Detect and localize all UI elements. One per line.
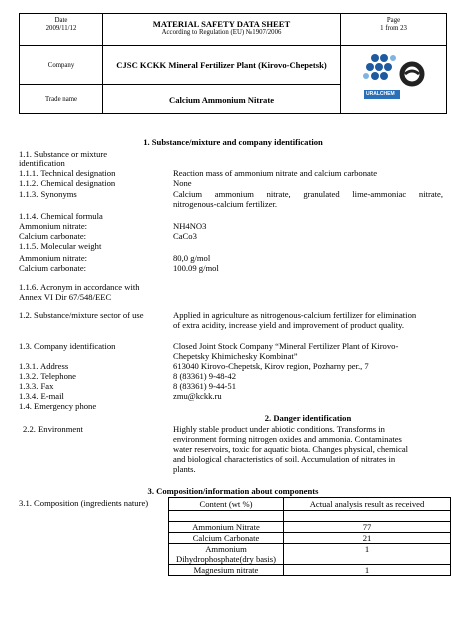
s134-value[interactable]: zmu@kckk.ru	[173, 391, 222, 401]
cc-label2: Calcium carbonate:	[19, 263, 87, 273]
row-value: 1	[284, 544, 451, 565]
s116-label-b: Annex VI Dir 67/548/EEC	[19, 292, 112, 302]
company-label-cell	[19, 45, 103, 85]
s113-value-b: nitrogenous-calcium fertilizer.	[173, 199, 278, 209]
s112-label: 1.1.2. Chemical designation	[19, 178, 116, 188]
company-label: Company	[47, 62, 75, 69]
s12-value-b: of extra acidity, increase yield and improvement of product quality.	[173, 320, 405, 330]
s115-label: 1.1.5. Molecular weight	[19, 241, 102, 251]
doc-title: MATERIAL SAFETY DATA SHEET	[152, 19, 291, 29]
row-name: Calcium Carbonate	[169, 533, 284, 544]
row-name-line-a: Ammonium	[205, 544, 247, 554]
s133-value: 8 (83361) 9-44-51	[173, 381, 237, 391]
page-value: 1 from 23	[380, 25, 407, 32]
s22-line-4: and biological characteristics of soil. Accumulation of nitrates in	[173, 454, 396, 464]
s13-value-a: Closed Joint Stock Company “Mineral Fertilizer Plant of Kirovo-	[173, 341, 399, 351]
date-value: 2009/11/12	[45, 25, 77, 32]
s22-label: 2.2. Environment	[23, 424, 83, 434]
row-name: Magnesium nitrate	[169, 565, 284, 576]
s12-value-a: Applied in agriculture as nitrogenous-calcium fertilizer for elimination	[173, 310, 417, 320]
s13-label: 1.3. Company identification	[19, 341, 116, 351]
s113-label: 1.1.3. Synonyms	[19, 189, 77, 199]
cc-formula: CaCo3	[173, 231, 197, 241]
an-formula: NH4NO3	[173, 221, 207, 231]
table-row	[169, 522, 451, 533]
logo-text: URALCHEM	[366, 91, 395, 97]
doc-subtitle: According to Regulation (EU) №1907/2006	[161, 29, 282, 36]
an-weight: 80,0 g/mol	[173, 253, 211, 263]
an-label: Ammonium nitrate:	[19, 221, 88, 231]
row-value: 21	[284, 533, 451, 544]
table-row	[169, 544, 451, 565]
s131-value: 613040 Kirovo-Chepetsk, Kirov region, Pozharny per., 7	[173, 361, 369, 371]
s116-label-a: 1.1.6. Acronym in accordance with	[19, 282, 140, 292]
s131-label: 1.3.1. Address	[19, 361, 69, 371]
uralchem-logo	[362, 50, 442, 108]
company-value: CJSC KCKK Mineral Fertilizer Plant (Kirovo-Chepetsk)	[116, 60, 327, 70]
row-name: Ammonium Nitrate	[169, 522, 284, 533]
s114-label: 1.1.4. Chemical formula	[19, 211, 103, 221]
s113-value-a: Calcium ammonium nitrate, granulated lime-ammoniac nitrate,	[173, 189, 443, 199]
s132-label: 1.3.2. Telephone	[19, 371, 76, 381]
title-cell	[102, 13, 341, 46]
date-label: Date	[54, 17, 68, 24]
s134-label: 1.3.4. E-mail	[19, 391, 64, 401]
col-result-header: Actual analysis result as received	[284, 498, 451, 511]
table-row	[169, 533, 451, 544]
an-label2: Ammonium nitrate:	[19, 253, 88, 263]
s112-value: None	[173, 178, 192, 188]
s132-value: 8 (83361) 9-48-42	[173, 371, 237, 381]
s12-label: 1.2. Substance/mixture sector of use	[19, 310, 144, 320]
row-value: 77	[284, 522, 451, 533]
section2-heading: 2. Danger identification	[264, 413, 352, 423]
s14-label: 1.4. Emergency phone	[19, 401, 97, 411]
table-spacer-row	[169, 511, 451, 522]
composition-table	[168, 497, 451, 576]
s11-label-a: 1.1. Substance or mixture	[19, 149, 108, 159]
row-name-line-b: Dihydrophosphate(dry basis)	[175, 554, 276, 564]
cc-weight: 100.09 g/mol	[173, 263, 219, 273]
trade-value-cell	[102, 84, 341, 114]
page-cell	[340, 13, 447, 46]
cc-label: Calcium carbonate:	[19, 231, 87, 241]
company-value-cell	[102, 45, 341, 85]
row-name	[169, 544, 284, 565]
trade-label: Trade name	[44, 96, 78, 103]
section3-heading: 3. Composition/information about components	[147, 486, 319, 496]
table-header-row	[169, 498, 451, 511]
s11-label-b: identification	[19, 158, 65, 168]
table-row	[169, 565, 451, 576]
row-value: 1	[284, 565, 451, 576]
col-content-header: Content (wt %)	[169, 498, 284, 511]
s22-line-2: environment forming nitrogen oxides and ammonia. Contaminates	[173, 434, 402, 444]
s31-label: 3.1. Composition (ingredients nature)	[19, 498, 149, 508]
page-label: Page	[386, 17, 401, 24]
s133-label: 1.3.3. Fax	[19, 381, 54, 391]
trade-value: Calcium Ammonium Nitrate	[168, 95, 275, 105]
s22-line-5: plants.	[173, 464, 196, 474]
trade-label-cell	[19, 84, 103, 114]
s111-value: Reaction mass of ammonium nitrate and calcium carbonate	[173, 168, 378, 178]
section1-heading: 1. Substance/mixture and company identification	[143, 137, 323, 147]
s111-label: 1.1.1. Technical designation	[19, 168, 116, 178]
s22-line-3: water reservoirs, toxic for aquatic biota. Changes physical, chemical	[173, 444, 409, 454]
s13-value-b: Chepetsky Khimichesky Kombinat”	[173, 351, 298, 361]
s22-line-1: Highly stable product under abiotic conditions. Transforms in	[173, 424, 385, 434]
date-cell	[19, 13, 103, 46]
